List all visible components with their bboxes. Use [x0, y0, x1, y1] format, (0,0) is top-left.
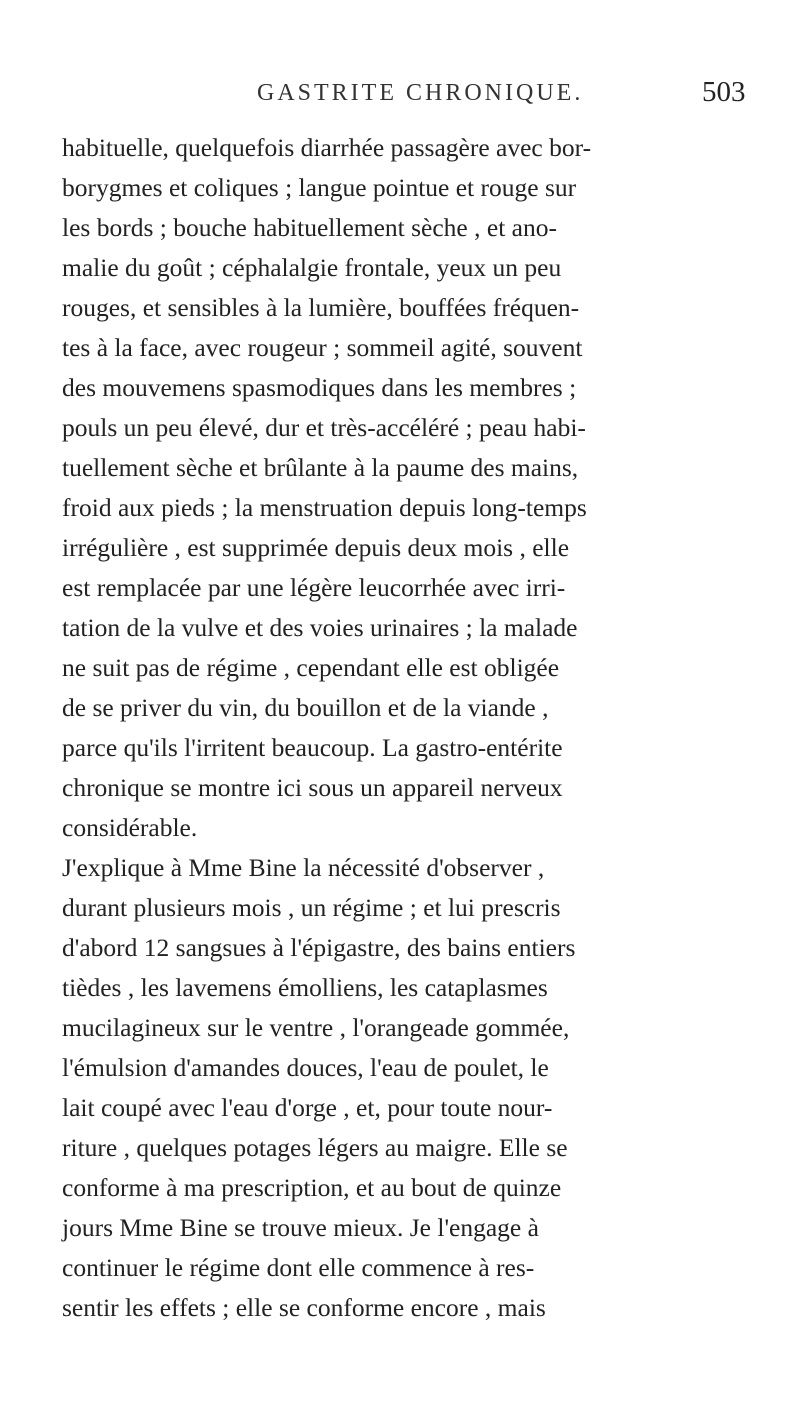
- text-line: continuer le régime dont elle commence à res-: [62, 1253, 535, 1282]
- text-line: jours Mme Bine se trouve mieux. Je l'engage à: [62, 1213, 539, 1242]
- text-line: mucilagineux sur le ventre , l'orangeade gommée,: [62, 1013, 570, 1042]
- text-line: est remplacée par une légère leucorrhée avec irri-: [62, 573, 566, 602]
- text-line: durant plusieurs mois , un régime ; et lui prescris: [62, 893, 561, 922]
- text-line: les bords ; bouche habituellement sèche , et ano-: [62, 213, 557, 242]
- text-line: chronique se montre ici sous un appareil nerveux: [62, 773, 563, 802]
- body-text: [62, 128, 752, 1328]
- text-line: malie du goût ; céphalalgie frontale, yeux un peu: [62, 253, 562, 282]
- text-line: parce qu'ils l'irritent beaucoup. La gastro-entérite: [62, 733, 563, 762]
- text-line: borygmes et coliques ; langue pointue et rouge sur: [62, 173, 577, 202]
- text-line: considérable.: [62, 813, 198, 842]
- text-line: pouls un peu élevé, dur et très-accéléré ; peau habi-: [62, 413, 586, 442]
- text-line: irrégulière , est supprimée depuis deux mois , elle: [62, 533, 570, 562]
- text-line: tièdes , les lavemens émolliens, les cataplasmes: [62, 973, 548, 1002]
- text-line: riture , quelques potages légers au maigre. Elle se: [62, 1133, 568, 1162]
- text-line: J'explique à Mme Bine la nécessité d'observer ,: [62, 853, 545, 882]
- text-line: sentir les effets ; elle se conforme encore , mais: [62, 1293, 546, 1322]
- text-line: tes à la face, avec rougeur ; sommeil agité, souvent: [62, 333, 583, 362]
- text-line: tation de la vulve et des voies urinaires ; la malade: [62, 613, 578, 642]
- text-line: lait coupé avec l'eau d'orge , et, pour toute nour-: [62, 1093, 553, 1122]
- text-line: de se priver du vin, du bouillon et de la viande ,: [62, 693, 549, 722]
- text-line: des mouvemens spasmodiques dans les membres ;: [62, 373, 577, 402]
- text-line: froid aux pieds ; la menstruation depuis long-temps: [62, 493, 587, 522]
- page-number: 503: [702, 76, 746, 108]
- text-line: tuellement sèche et brûlante à la paume des mains,: [62, 453, 579, 482]
- text-line: ne suit pas de régime , cependant elle est obligée: [62, 653, 560, 682]
- text-line: d'abord 12 sangsues à l'épigastre, des bains entiers: [62, 933, 576, 962]
- running-title: GASTRITE CHRONIQUE.: [257, 80, 584, 106]
- text-line: habituelle, quelquefois diarrhée passagère avec bor-: [62, 133, 592, 162]
- text-line: l'émulsion d'amandes douces, l'eau de poulet, le: [62, 1053, 549, 1082]
- text-line: conforme à ma prescription, et au bout de quinze: [62, 1173, 562, 1202]
- text-line: rouges, et sensibles à la lumière, bouffées fréquen-: [62, 293, 580, 322]
